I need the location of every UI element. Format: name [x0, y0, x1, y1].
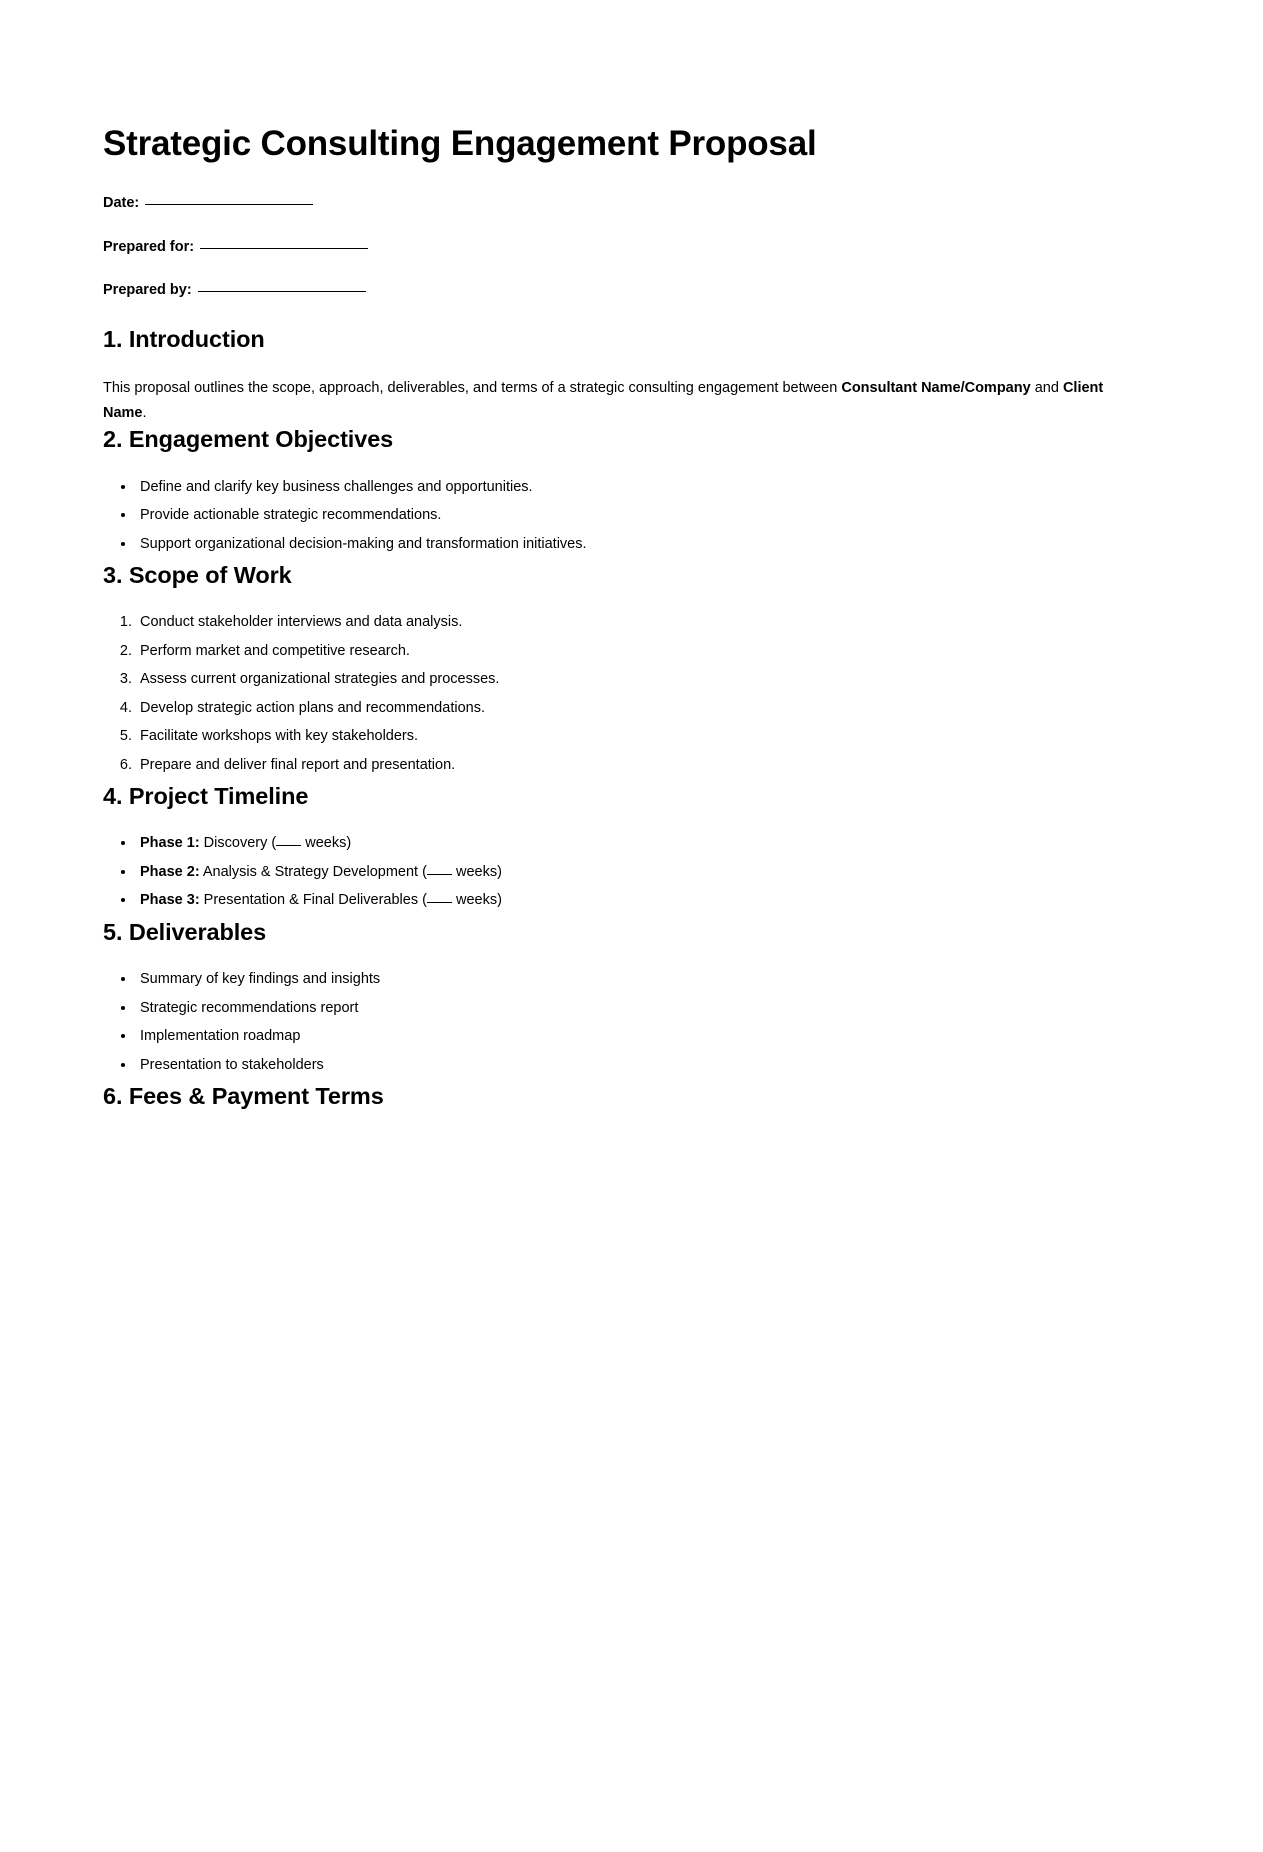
client-name-placeholder: Client Name: [103, 379, 1104, 421]
list-item: 1. Conduct stakeholder interviews and data analysis.: [136, 611, 1133, 634]
list-item: 3. Assess current organizational strategies and processes.: [136, 668, 1133, 691]
section-heading-introduction: 1. Introduction: [103, 326, 265, 353]
phase-3-text: Presentation & Final Deliverables (: [199, 892, 427, 909]
section-heading-scope-of-work: 3. Scope of Work: [103, 562, 292, 589]
introduction-text-part-1: This proposal outlines the scope, approach, deliverables, and terms of a strategic consulting engagement between: [103, 379, 842, 396]
introduction-paragraph: [103, 376, 1131, 426]
section-heading-project-timeline: 4. Project Timeline: [103, 783, 309, 810]
prepared-for-label: Prepared for:: [103, 238, 195, 255]
list-item: • Summary of key findings and insights: [136, 968, 1133, 991]
phase-3-suffix: weeks): [451, 892, 502, 909]
phase-1-label: Phase 1:: [140, 835, 200, 852]
list-item: 5. Facilitate workshops with key stakeholders.: [136, 725, 1133, 748]
phase-1-weeks-fill-line[interactable]: [276, 845, 301, 846]
deliverables-list: [103, 968, 1133, 1077]
list-item: • Strategic recommendations report: [136, 997, 1133, 1020]
list-item: 6. Prepare and deliver final report and presentation.: [136, 754, 1133, 777]
date-label: Date:: [103, 195, 140, 212]
list-item: • Define and clarify key business challenges and opportunities.: [136, 476, 1133, 499]
list-item: 2. Perform market and competitive research.: [136, 640, 1133, 663]
page-title: Strategic Consulting Engagement Proposal: [103, 124, 817, 163]
section-heading-deliverables: 5. Deliverables: [103, 918, 267, 945]
introduction-text-part-2: and: [1030, 379, 1063, 396]
section-heading-fees-and-payment-terms: 6. Fees & Payment Terms: [103, 1082, 384, 1109]
date-fill-line[interactable]: [145, 204, 313, 205]
document-meta-block: [103, 195, 1133, 299]
meta-row-prepared-by: [103, 282, 1133, 299]
section-heading-engagement-objectives: 2. Engagement Objectives: [103, 426, 394, 453]
list-item: • Presentation to stakeholders: [136, 1054, 1133, 1077]
engagement-objectives-list: [103, 476, 1133, 556]
list-item: [136, 832, 1133, 855]
introduction-text-part-3: .: [142, 404, 147, 421]
list-item: 4. Develop strategic action plans and recommendations.: [136, 697, 1133, 720]
phase-3-weeks-fill-line[interactable]: [427, 902, 452, 903]
phase-2-label: Phase 2:: [140, 863, 200, 880]
prepared-for-fill-line[interactable]: [200, 248, 368, 249]
prepared-by-fill-line[interactable]: [198, 291, 366, 292]
list-item: [136, 889, 1133, 912]
meta-row-prepared-for: [103, 239, 1133, 256]
prepared-by-label: Prepared by:: [103, 282, 192, 299]
phase-2-weeks-fill-line[interactable]: [427, 874, 452, 875]
scope-of-work-list: [103, 611, 1133, 777]
project-timeline-list: [103, 832, 1133, 912]
meta-row-date: [103, 195, 1133, 212]
list-item: • Implementation roadmap: [136, 1025, 1133, 1048]
list-item: • Provide actionable strategic recommendations.: [136, 504, 1133, 527]
consultant-name-placeholder: Consultant Name/Company: [841, 379, 1031, 396]
phase-2-suffix: weeks): [451, 863, 502, 880]
phase-3-label: Phase 3:: [140, 892, 200, 909]
phase-1-text: Discovery (: [199, 835, 277, 852]
document-body: [103, 0, 1133, 1110]
phase-1-suffix: weeks): [301, 835, 352, 852]
list-item: [136, 861, 1133, 884]
list-item: • Support organizational decision-making and transformation initiatives.: [136, 533, 1133, 556]
phase-2-text: Analysis & Strategy Development (: [199, 863, 427, 880]
